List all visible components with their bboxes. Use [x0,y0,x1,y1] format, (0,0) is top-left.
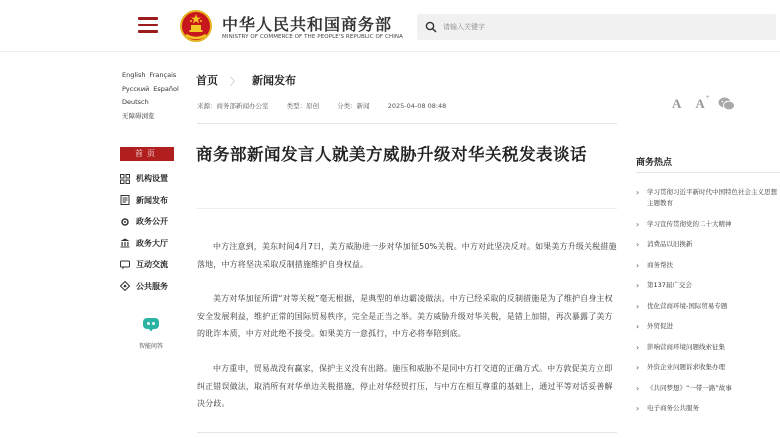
nav-item-label: 公共服务 [136,281,168,291]
divider [636,172,780,173]
hot-topics-title: 商务热点 [636,158,673,168]
hot-topic-item[interactable] [636,342,780,353]
national-emblem-logo[interactable] [180,9,212,43]
article-paragraph: 中方注意到，美东时间4月7日，美方威胁进一步对华加征50%关税。中方对此坚决反对。如果美方升级关税措施落地，中方将坚决采取反制措施维护自身权益。 [197,242,617,269]
smart-assistant-button[interactable] [131,316,171,350]
nav-item-interaction[interactable] [120,254,180,276]
divider [197,432,617,433]
language-list [122,69,182,123]
site-header [0,0,780,52]
meta-category: 分类：新闻 [337,102,370,110]
nav-item-label: 互动交流 [136,260,168,270]
accessibility-link[interactable]: 无障碍浏览 [122,111,155,120]
search-box[interactable] [417,14,776,40]
left-nav [120,168,180,297]
robot-chat-icon [142,316,160,332]
article-paragraph: 美方对华加征所谓“对等关税”毫无根据，是典型的单边霸凌做法。中方已经采取的反制措施是为了维护自身主权安全发展利益，维护正常的国际贸易秩序，完全是正当之举。美方威胁升级对华关税，是错上加错，再次暴露了美方的讹诈本质，中方对此绝不接受。如果美方一意孤行，中方必将奉陪到底。 [197,294,613,338]
gear-icon [120,217,130,227]
divider [197,208,617,209]
article-tools [672,93,735,112]
hot-topic-label[interactable]: › 电子商务公共服务 [647,404,699,412]
meta-source: 来源：商务部新闻办公室 [197,102,269,110]
lang-english-link[interactable]: English [122,71,146,79]
bank-icon [120,238,130,248]
nav-item-service-hall[interactable] [120,233,180,255]
document-icon [120,195,130,205]
hot-topic-item[interactable] [636,362,780,373]
hot-topic-item[interactable] [636,301,780,312]
nav-item-public-service[interactable] [120,276,180,298]
hot-topic-label[interactable]: › 第137届广交会 [647,281,692,289]
lang-german-link[interactable]: Deutsch [122,98,149,106]
hot-topic-item[interactable] [636,260,780,271]
hot-topic-label[interactable]: › 商务帮扶 [647,260,673,269]
nav-item-news[interactable] [120,190,180,212]
divider [197,123,617,124]
hot-topic-label[interactable]: › 外贸促进 [647,322,673,330]
breadcrumb-separator-icon: 〉 [230,76,240,88]
article-meta [197,101,462,110]
service-icon [120,281,130,291]
font-increase-icon[interactable]: A + [695,93,710,111]
hot-topic-label[interactable]: › 学习贯彻习近平新时代中国特色社会主义思想主题教育 [647,188,777,207]
hot-topic-item[interactable] [636,280,780,291]
nav-item-label: 新闻发布 [136,195,168,205]
grid-icon [120,174,130,184]
hot-topic-item[interactable] [636,383,780,394]
hot-topic-item[interactable] [636,239,780,250]
site-title[interactable]: 中华人民共和国商务部 [222,15,393,34]
chat-icon [120,260,130,270]
nav-item-government-affairs[interactable] [120,211,180,233]
article-paragraph: 中方重申，贸易战没有赢家，保护主义没有出路。施压和威胁不是同中方打交道的正确方式。中方敦促美方立即纠正错误做法，取消所有对华单边关税措施，停止对华经贸打压，与中方在相互尊重的基础上，通过平等对话妥善解决分歧。 [197,364,613,408]
hot-topic-item[interactable] [636,187,780,209]
hot-topic-item[interactable] [636,321,780,332]
hot-topics-list [636,187,780,424]
meta-type: 类型：原创 [286,102,320,110]
nav-item-label: 政务大厅 [136,238,168,248]
hot-topic-label[interactable]: › 外资企业问题诉求收集办理 [647,363,725,371]
nav-item-organization[interactable] [120,168,180,190]
breadcrumb-current-link[interactable]: 新闻发布 [252,74,296,87]
search-input[interactable] [443,17,763,37]
lang-french-link[interactable]: Français [149,71,177,79]
site-subtitle: MINISTRY OF COMMERCE OF THE PEOPLE'S REPUBLIC OF CHINA [222,34,404,40]
article-title: 商务部新闻发言人就美方威胁升级对华关税发表谈话 [196,145,587,164]
hot-topic-label[interactable]: › 《共同梦想》“一带一路”故事 [647,383,732,392]
breadcrumb [196,72,296,88]
meta-datetime: 2025-04-08 08:48 [387,102,447,110]
nav-item-label: 机构设置 [136,174,168,184]
assistant-label: 智能问答 [138,343,163,350]
nav-item-label: 政务公开 [136,217,168,227]
hot-topic-item[interactable] [636,403,780,414]
hot-topic-item[interactable] [636,219,780,230]
breadcrumb-home-link[interactable]: 首页 [196,74,218,87]
hot-topic-label[interactable]: › 优化营商环境-国际贸易专题 [647,301,728,310]
wechat-share-icon[interactable] [718,97,735,111]
menu-hamburger-icon[interactable] [138,17,158,33]
nav-home-button[interactable]: 首页 [120,147,174,161]
search-icon[interactable] [425,21,437,33]
hot-topic-label[interactable]: › 影响营商环境问题线索征集 [647,342,725,351]
hot-topic-label[interactable]: › 学习宣传贯彻党的二十大精神 [647,219,732,228]
lang-spanish-link[interactable]: Español [153,84,179,93]
lang-russian-link[interactable]: Русский [122,84,150,93]
font-decrease-icon[interactable]: A [672,96,682,111]
hot-topic-label[interactable]: › 消费品以旧换新 [647,240,693,248]
